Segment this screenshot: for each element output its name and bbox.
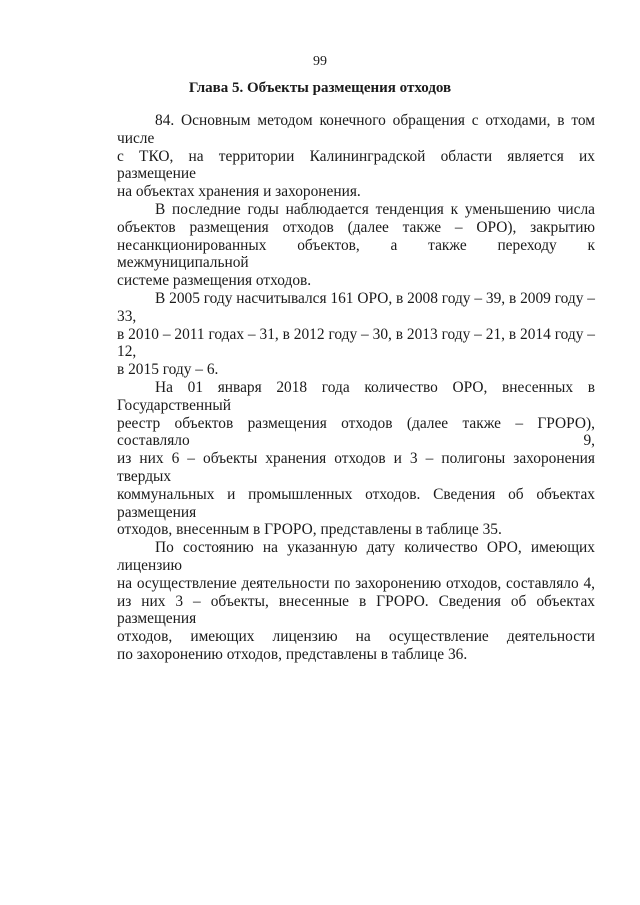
text-line: На 01 января 2018 года количество ОРО, внесенных в Государственный — [117, 378, 595, 414]
text-line: объектов размещения отходов (далее также – ОРО), закрытию — [117, 218, 595, 236]
text-line: из них 3 – объекты, внесенные в ГРОРО. Сведения об объектах размещения — [117, 592, 595, 628]
text-line: по захоронению отходов, представлены в таблице 36. — [117, 645, 468, 663]
paragraph-trend — [117, 201, 595, 290]
text-line: в 2010 – 2011 годах – 31, в 2012 году – 30, в 2013 году – 21, в 2014 году – 12, — [117, 325, 595, 361]
text-line: В 2005 году насчитывался 161 ОРО, в 2008 году – 39, в 2009 году – 33, — [117, 289, 595, 325]
chapter-title: Глава 5. Объекты размещения отходов — [188, 80, 452, 96]
text-line: несанкционированных объектов, а также переходу к межмуниципальной — [117, 236, 595, 272]
paragraph-statistics — [117, 290, 595, 379]
text-line: коммунальных и промышленных отходов. Сведения об объектах размещения — [117, 485, 595, 521]
paragraph-groro — [117, 379, 595, 539]
text-line: системе размещения отходов. — [117, 272, 312, 290]
page-number: 99 — [313, 54, 327, 69]
body-text — [117, 112, 595, 664]
text-line: отходов, имеющих лицензию на осуществление деятельности — [117, 628, 595, 646]
text-line: По состоянию на указанную дату количество ОРО, имеющих лицензию — [117, 539, 595, 574]
text-line: из них 6 – объекты хранения отходов и 3 – полигоны захоронения твердых — [117, 450, 595, 485]
text-line: на осуществление деятельности по захоронению отходов, составляло 4, — [117, 574, 595, 592]
text-line: отходов, внесенным в ГРОРО, представлены в таблице 35. — [117, 521, 502, 539]
paragraph-84 — [117, 112, 595, 201]
text-line: в 2015 году – 6. — [117, 361, 219, 379]
text-line: реестр объектов размещения отходов (далее также – ГРОРО), составляло 9, — [117, 414, 595, 450]
text-line: на объектах хранения и захоронения. — [117, 183, 361, 201]
text-line: 84. Основным методом конечного обращения с отходами, в том числе — [117, 112, 595, 147]
paragraph-license — [117, 539, 595, 664]
text-line: с ТКО, на территории Калининградской области является их размещение — [117, 147, 595, 183]
text-line: В последние годы наблюдается тенденция к уменьшению числа — [155, 200, 595, 218]
